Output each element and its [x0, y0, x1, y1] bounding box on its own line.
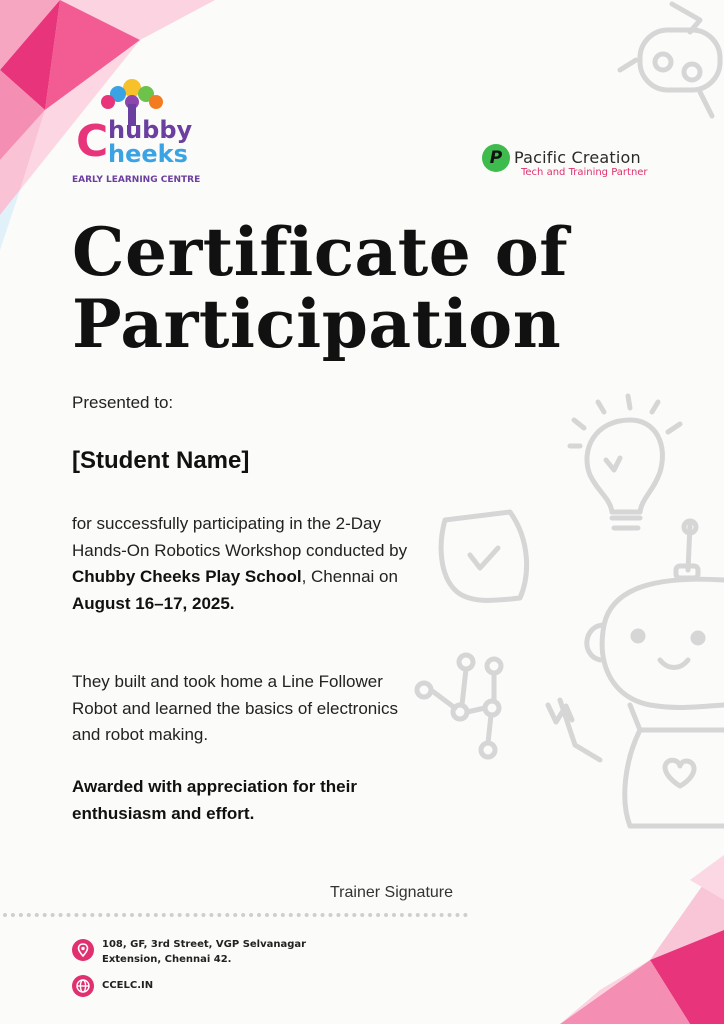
light-bulb-doodle [570, 396, 680, 528]
svg-text:hubby: hubby [108, 116, 193, 144]
appreciation-paragraph: Awarded with appreciation for their enthusiasm and effort. [72, 777, 357, 823]
large-robot-doodle [548, 521, 724, 826]
presented-to-label: Presented to: [72, 393, 174, 412]
trainer-signature-label: Trainer Signature [330, 884, 454, 901]
logo-subtitle: EARLY LEARNING CENTRE [72, 175, 201, 185]
certificate-title [72, 213, 592, 363]
student-name: [Student Name] [72, 447, 250, 474]
chubby-cheeks-logo [70, 70, 210, 188]
circuit-doodle [417, 655, 501, 757]
globe-icon [72, 975, 94, 997]
location-pin-icon [72, 939, 94, 961]
school-name: Chubby Cheeks Play School [72, 567, 302, 586]
robot-head-doodle-top [620, 4, 720, 116]
partner-name: Pacific Creation [514, 148, 641, 167]
statement-mid: , Chennai on [301, 567, 398, 586]
partner-badge-icon: P [482, 144, 510, 172]
svg-text:C: C [76, 116, 109, 167]
address-text: 108, GF, 3rd Street, VGP Selvanagar Extension, Chennai 42. [102, 939, 307, 965]
shield-check-doodle [441, 512, 526, 600]
achievement-paragraph: They built and took home a Line Follower Robot and learned the basics of electronics and robot making. [72, 672, 399, 744]
website-link[interactable]: CCELC.IN [102, 980, 154, 991]
participation-statement [72, 511, 417, 617]
title-line-1: Certificate of [72, 213, 569, 291]
partner-tagline: Tech and Training Partner [521, 167, 648, 178]
statement-lead: for successfully participating in the 2-Day Hands-On Robotics Workshop conducted by [72, 514, 408, 560]
workshop-date: August 16–17, 2025. [72, 593, 235, 613]
dotted-divider [3, 913, 468, 917]
svg-text:heeks: heeks [108, 140, 188, 168]
title-line-2: Participation [72, 285, 562, 363]
